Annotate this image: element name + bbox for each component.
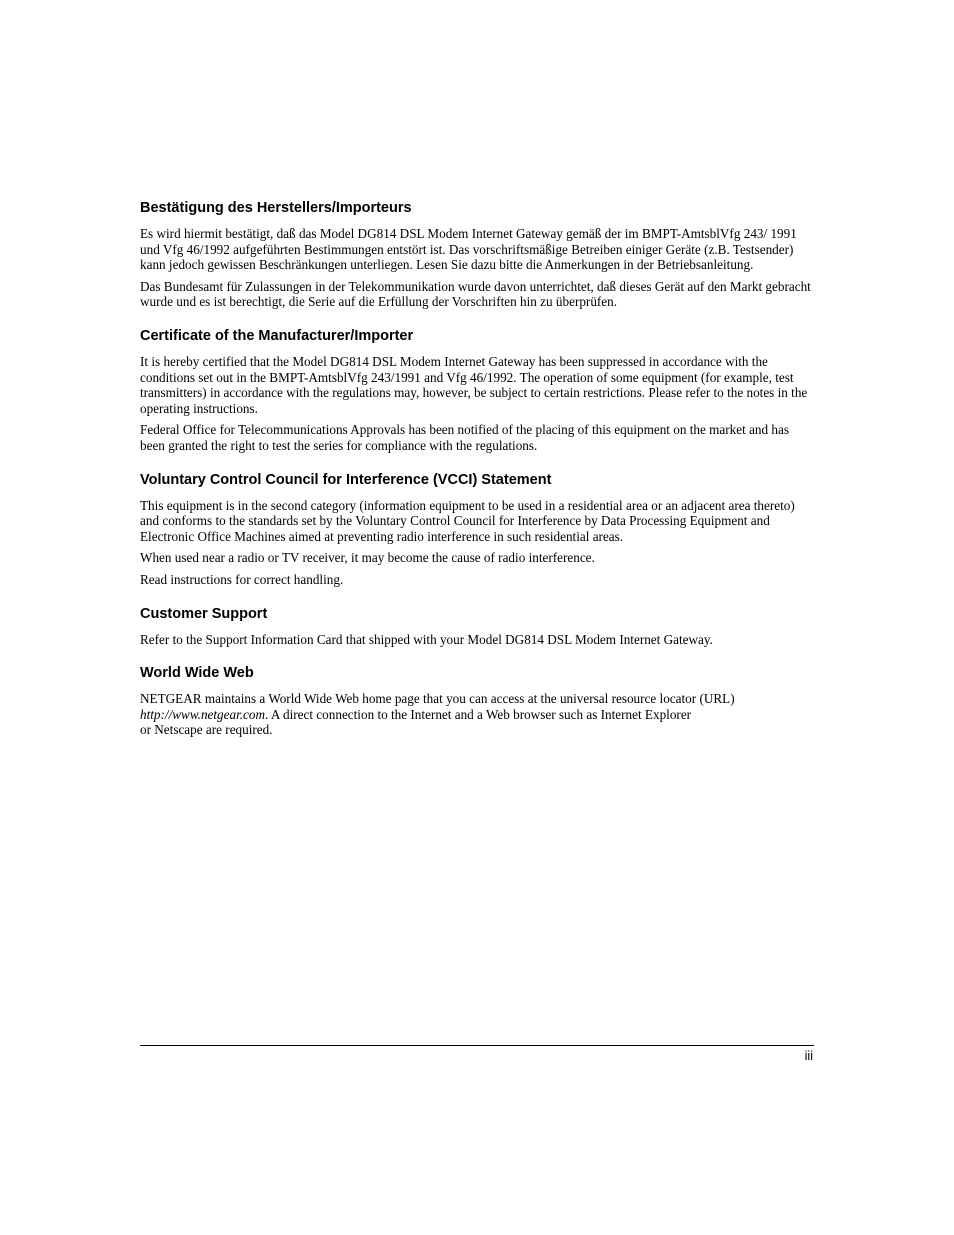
section-heading: Certificate of the Manufacturer/Importer (140, 327, 414, 344)
paragraph: This equipment is in the second category (information equipment to be used in a residential area or an adjacent area thereto) and conforms to the standards set by the Voluntary Control Council for Interference by Data Processing Equipment and Electronic Office Machines aimed at preventing radio interference in such residential areas. (140, 497, 795, 544)
section-heading: World Wide Web (140, 665, 254, 682)
section-customer-support (140, 605, 814, 648)
section-herstellerbestaetigung (140, 199, 814, 310)
paragraph: Das Bundesamt für Zulassungen in der Telekommunikation wurde davon unterrichtet, daß dieses Gerät auf den Markt gebracht wurde und es ist berechtigt, die Serie auf die Erfüllung der Vorschriften hin zu überprüfen. (140, 278, 811, 310)
paragraph: Read instructions for correct handling. (140, 571, 344, 587)
section-world-wide-web (140, 664, 814, 738)
section-vcci-statement (140, 471, 814, 588)
www-text-line1: NETGEAR maintains a World Wide Web home page that you can access at the universal resource locator (URL) (140, 691, 735, 707)
section-heading: Bestätigung des Herstellers/Importeurs (140, 200, 412, 216)
paragraph: Refer to the Support Information Card that shipped with your Model DG814 DSL Modem Internet Gateway. (140, 631, 713, 647)
paragraph: When used near a radio or TV receiver, it may become the cause of radio interference. (140, 550, 595, 566)
section-heading: Voluntary Control Council for Interference (VCCI) Statement (140, 471, 552, 488)
paragraph: Es wird hiermit bestätigt, daß das Model DG814 DSL Modem Internet Gateway gemäß der im BMPT-AmtsblVfg 243/ 1991 und Vfg 46/1992 aufgeführten Bestimmungen entstört ist. Das vorschriftsmäßige Betreiben einiger Geräte (z.B. Testsender) kann jedoch gewissen Beschränkungen unterliegen. Lesen Sie dazu bitte die Anmerkungen in der Betriebsanleitung. (140, 226, 797, 273)
www-paragraph (140, 691, 814, 738)
www-text-line3: or Netscape are required. (140, 722, 273, 738)
footer-divider (140, 1045, 814, 1046)
section-heading: Customer Support (140, 605, 268, 622)
netgear-url-link[interactable]: http://www.netgear.com (140, 706, 266, 722)
www-text-line2: . A direct connection to the Internet and a Web browser such as Internet Explorer (265, 706, 692, 722)
document-body (140, 199, 814, 755)
page-number: iii (804, 1049, 813, 1063)
paragraph: Federal Office for Telecommunications Approvals has been notified of the placing of this equipment on the market and has been granted the right to test the series for compliance with the regulations. (140, 422, 789, 453)
paragraph: It is hereby certified that the Model DG814 DSL Modem Internet Gateway has been suppressed in accordance with the conditions set out in the BMPT-AmtsblVfg 243/1991 and Vfg 46/1992. The operation of some equipment (for example, test transmitters) in accordance with the regulations may, however, be subject to certain restrictions. Please refer to the notes in the operating instructions. (140, 353, 808, 416)
section-manufacturer-certificate (140, 327, 814, 454)
